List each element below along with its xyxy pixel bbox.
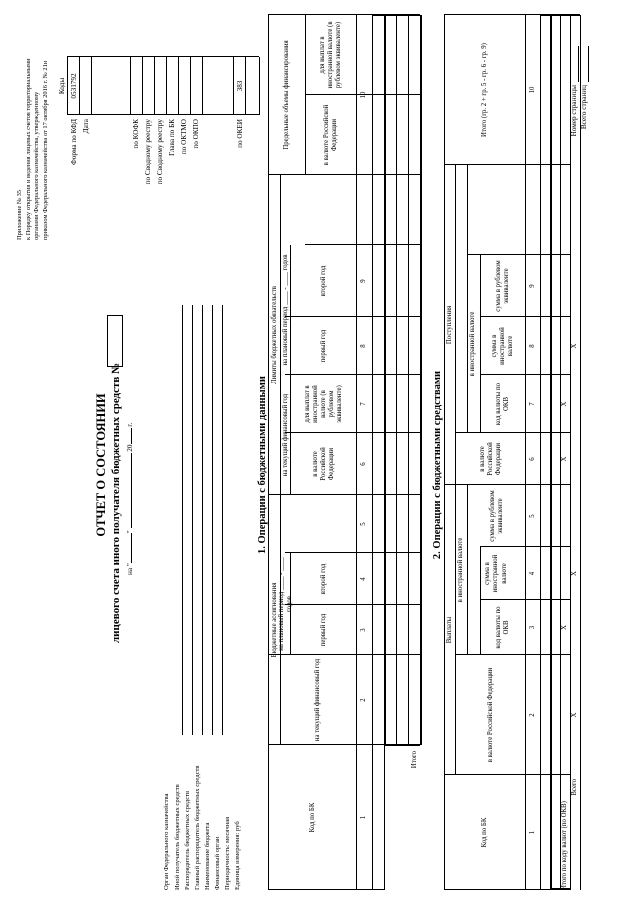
header-postupleniya: Поступления [446, 305, 454, 345]
column-lbo-second: второй год [319, 265, 327, 297]
form-code: 0531792 [70, 73, 78, 99]
appendix-line: приказом Федерального казначейства от 17 октября 2016 г. № 21н [41, 60, 49, 240]
appendix-note [16, 58, 50, 240]
column-in-sum-rub: сумма в рублевом эквиваленте [494, 260, 510, 312]
rule-line [525, 15, 526, 890]
okei-label: по ОКЕИ [236, 119, 244, 148]
column-number: 10 [359, 91, 367, 99]
rule-line [480, 255, 481, 433]
rule-line [384, 15, 386, 745]
rule-line [467, 254, 570, 255]
oktmo-label: по ОКТМО [180, 119, 188, 155]
rule-line [233, 57, 234, 115]
header-vyplaty: Выплаты [446, 616, 454, 644]
okei-code: 383 [236, 80, 244, 92]
section2-title: 2. Операции с бюджетными средствами [432, 370, 443, 560]
column-number: 7 [359, 402, 367, 406]
left-label: Иной получатель бюджетных средств [174, 784, 181, 890]
column-number: 4 [528, 571, 536, 576]
column-kod-bk: Код по БК [480, 817, 488, 848]
column-number: 4 [359, 577, 367, 581]
total-label: Итого [410, 751, 418, 769]
rule-line [420, 15, 422, 745]
rule-line [268, 15, 269, 890]
header-lbo-current: на текущий финансовый год [281, 393, 289, 477]
rule-line [192, 305, 193, 735]
date-label: Дата [82, 119, 90, 134]
rule-line [178, 57, 179, 115]
header-budget-allocations: Бюджетные ассигнования [270, 582, 278, 658]
account-number-box[interactable] [107, 315, 123, 367]
okpo-label: по ОКПО [192, 119, 200, 149]
rule-line [356, 15, 357, 890]
left-label: Наименование бюджета [204, 822, 211, 890]
rule-line [130, 57, 131, 115]
rule-line [444, 15, 445, 890]
x-mark: X [561, 401, 568, 407]
total-by-currency-label: Итого по коду валют (по ОКВ) [561, 801, 568, 890]
column-number: 3 [359, 628, 367, 632]
header-ba-plan: на плановый период ____ - ____ годов [277, 557, 293, 651]
rule-line [444, 164, 570, 165]
rule-line [467, 485, 468, 655]
rule-line [444, 14, 580, 15]
column-pof-fx: для выплат в иностранной валюте (в рублевом эквиваленте) [318, 21, 342, 89]
column-number: 5 [359, 522, 367, 526]
column-itogo: Итого (гр. 2 + гр. 5 - гр. 6 - гр. 9) [480, 43, 488, 137]
column-number: 1 [359, 815, 367, 820]
appendix-line: органами Федерального казначейства, утвержденному [33, 91, 41, 240]
column-number: 2 [359, 698, 367, 702]
grand-total-label: Всего [571, 779, 578, 796]
glava-label: Глава по БК [168, 119, 176, 156]
rule-line [212, 305, 213, 735]
rule-line [91, 57, 92, 115]
x-mark: X [571, 343, 578, 349]
rule-line [182, 305, 183, 735]
rule-line [455, 165, 456, 775]
left-label: Финансовый орган [214, 836, 221, 890]
header-lbo-plan: на плановый период ____ - ____ годов [281, 254, 289, 366]
rule-line [372, 15, 373, 890]
rule-line [455, 654, 570, 655]
column-ba-current: на текущий финансовый год [313, 658, 321, 742]
column-number: 1 [528, 830, 536, 835]
column-kod-bk: Код по БК [308, 802, 316, 833]
column-pof-rf: в валюте Российской Федерации [322, 104, 338, 166]
rule-line [222, 305, 223, 735]
kofk-label: по КОФК [132, 119, 140, 149]
svodny-label: по Сводному реестру [156, 119, 164, 185]
rule-line [245, 57, 246, 115]
codes-header: Коды [58, 77, 66, 95]
column-lbo-first: первый год [319, 329, 327, 363]
left-label: Главный распорядитель бюджетных средств [194, 765, 201, 890]
column-in-okv: код валюты по ОКВ [494, 382, 510, 426]
column-lbo-fx: для выплат в иностранной валюте (в рублевом эквиваленте) [303, 385, 344, 423]
header-lbo: Лимиты бюджетных обязательств [270, 286, 278, 384]
column-number: 2 [528, 713, 536, 717]
column-number: 8 [359, 344, 367, 348]
rule-line [190, 57, 191, 115]
column-lbo-rf: в валюте Российской Федерации [311, 447, 335, 481]
header-pof: Предельные объемы финансирования [282, 40, 290, 150]
rule-line [154, 57, 155, 115]
column-out-rf: в валюте Российской Федерации [486, 667, 494, 763]
column-in-rf: в валюте Российской Федерации [478, 442, 502, 476]
report-date: на "" 20 г. [126, 422, 134, 575]
column-out-okv: код валюты по ОКВ [494, 606, 510, 649]
appendix-line: Приложение № 35 [16, 190, 23, 240]
rule-line [396, 15, 397, 745]
page-number-label: Номер страницы [570, 85, 578, 137]
x-mark: X [561, 625, 568, 630]
rule-line [166, 57, 167, 115]
column-out-sum-fx: сумма в иностранной валюте [484, 554, 508, 593]
header-in-fx: в иностранной валюте [469, 311, 477, 377]
column-out-sum-rub: сумма в рублевом эквиваленте [488, 490, 504, 542]
section1-title: 1. Операции с бюджетными данными [257, 376, 268, 554]
form-label: Форма по КФД [70, 119, 78, 165]
x-mark: X [561, 456, 568, 462]
rule-line [384, 744, 420, 746]
rule-line [372, 14, 420, 16]
x-mark: X [571, 571, 578, 576]
column-number: 9 [359, 279, 367, 283]
svodny-label: по Сводному реестру [144, 119, 152, 185]
left-label: Единица измерения: руб [234, 821, 241, 890]
rule-line [285, 432, 420, 433]
appendix-line: к Порядку открытия и ведения лицевых счетов территориальными [24, 58, 32, 240]
column-number: 8 [528, 344, 536, 348]
rule-line [540, 15, 541, 890]
rule-line [467, 165, 468, 433]
column-number: 9 [528, 284, 536, 288]
report-subtitle: лицевого счета иного получателя бюджетных средств № [110, 362, 122, 643]
report-title: ОТЧЕТ О СОСТОЯНИИ [94, 393, 108, 537]
rule-line [202, 305, 203, 735]
rule-line [408, 15, 409, 745]
rule-line [550, 15, 552, 890]
column-in-sum-fx: сумма в иностранной валюте [490, 327, 514, 365]
column-number: 5 [528, 514, 536, 518]
x-mark: X [571, 712, 578, 718]
column-number: 6 [528, 457, 536, 461]
rule-line [202, 57, 203, 115]
column-ba-first: первый год [319, 613, 327, 647]
column-number: 6 [359, 462, 367, 466]
left-label: Периодичность: месячная [224, 816, 231, 890]
left-label: Распорядитель бюджетных средств [184, 790, 191, 890]
rule-line [79, 57, 80, 115]
column-number: 10 [528, 86, 536, 94]
column-number: 3 [528, 625, 536, 630]
header-out-fx: в иностранной валюте [457, 537, 465, 603]
left-label: Орган Федерального казначейства [163, 793, 170, 890]
column-number: 7 [528, 402, 536, 406]
column-ba-second: второй год [319, 563, 327, 595]
pages-total-label: Всего страниц [580, 85, 588, 130]
rule-line [142, 57, 143, 115]
